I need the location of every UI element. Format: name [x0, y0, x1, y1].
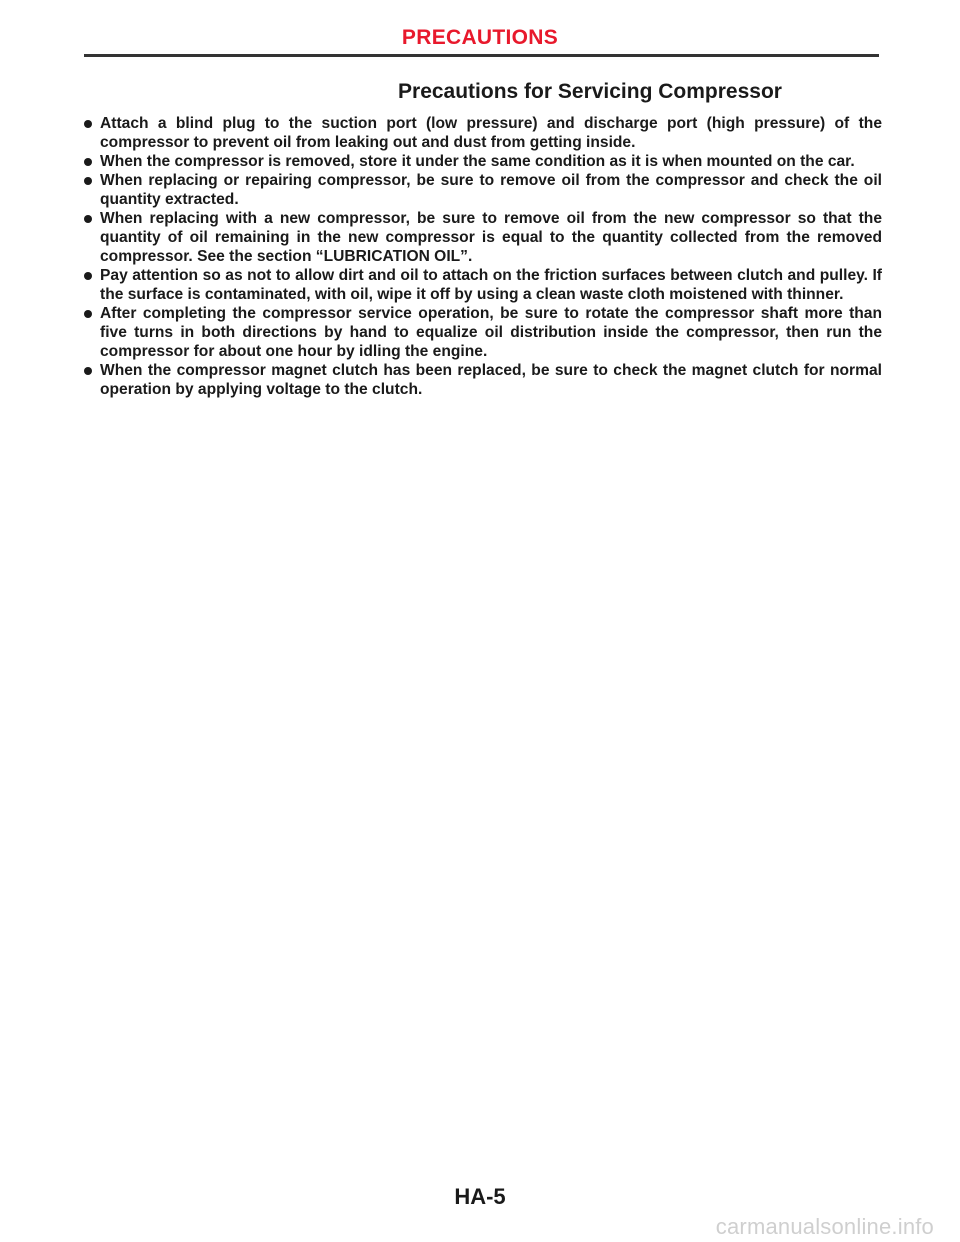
precaution-item: [84, 266, 882, 304]
page-number: HA-5: [454, 1184, 506, 1209]
header-title: PRECAUTIONS: [401, 26, 559, 49]
bullet-dot-icon: [84, 120, 92, 128]
bullet-dot-icon: [84, 367, 92, 375]
precaution-item: [84, 304, 882, 361]
precaution-item: [84, 152, 882, 171]
bullet-dot-icon: [84, 158, 92, 166]
precaution-text: When replacing or repairing compressor, be sure to remove oil from the compressor and check the oil quantity extracted.: [100, 172, 882, 208]
bullet-dot-icon: [84, 272, 92, 280]
bullet-dot-icon: [84, 310, 92, 318]
precaution-text: When replacing with a new compressor, be sure to remove oil from the new compressor so that the quantity of oil remaining in the new compressor is equal to the quantity collected from the removed compressor. See the section “LUBRICATION OIL”.: [100, 210, 882, 265]
precaution-text: Pay attention so as not to allow dirt and oil to attach on the friction surfaces between clutch and pulley. If the surface is contaminated, with oil, wipe it off by using a clean waste cloth moistened with thinner.: [100, 267, 882, 303]
precaution-item: [84, 361, 882, 399]
precaution-text: After completing the compressor service operation, be sure to rotate the compressor shaft more than five turns in both directions by hand to equalize oil distribution inside the compressor, then run the compressor for about one hour by idling the engine.: [100, 305, 882, 360]
precaution-text: When the compressor magnet clutch has been replaced, be sure to check the magnet clutch for normal operation by applying voltage to the clutch.: [100, 362, 882, 398]
precaution-item: [84, 114, 882, 152]
precaution-text: Attach a blind plug to the suction port (low pressure) and discharge port (high pressure) of the compressor to prevent oil from leaking out and dust from getting inside.: [100, 115, 882, 151]
precaution-item: [84, 209, 882, 266]
bullet-dot-icon: [84, 215, 92, 223]
header-divider: [84, 54, 879, 57]
bullet-dot-icon: [84, 177, 92, 185]
precaution-item: [84, 171, 882, 209]
precaution-text: When the compressor is removed, store it under the same condition as it is when mounted on the car.: [100, 153, 855, 170]
watermark: carmanualsonline.info: [715, 1214, 934, 1239]
section-title: Precautions for Servicing Compressor: [398, 80, 782, 103]
precaution-list: [84, 114, 882, 399]
